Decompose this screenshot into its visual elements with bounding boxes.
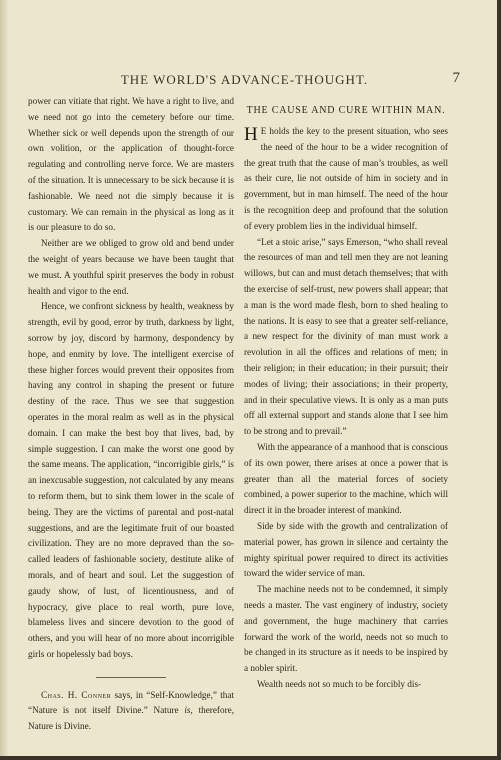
quote-emphasis: is, xyxy=(184,705,193,716)
running-header xyxy=(28,72,461,88)
drop-cap: H xyxy=(244,124,258,145)
paragraph: Hence, we confront sickness by health, weakness by strength, evil by good, error by truth, darkness by light, sorrow by joy, discord by harmony, despondency by hope, and enmity by love. The intelligent exercise of these higher forces would prevent their opposites from having any control in shaping the present or future destiny of the race. Thus we see that suggestion operates in the moral realm as well as in the physical domain. I can make the best boy that lives, bad, by simple suggestion. I can make the worst one good by the same means. The application, “incorrigible girls,” is an inexcusable suggestion, not calculated by any means to reform them, but to sink them lower in the scale of being. They are the victims of parental and post-natal suggestions, and are the legitimate fruit of our boasted civilization. They are no more depraved than the so-called leaders of fashionable society, destitute alike of morals, and of heart and soul. Let the suggestion of gaudy show, of lust, of licentiousness, and of hypocracy, give place to real worth, pure love, blameless lives and sincere devotion to the good of others, and you will hear of no more about incorrigible girls or hopelessly bad boys. xyxy=(28,301,234,659)
paragraph: “Let a stoic arise,” says Emerson, “who shall reveal the resources of man and tell men they are not leaning willows, but can and must detach themselves; that with the exercise of self-trust, new powers shall appear; that a man is the word made flesh, born to shed healing to the nations. It is easy to see that a greater self-reliance, a new respect for the divinity of man must work a revolution in all the offices and relations of men; in their religion; in their education; in their pursuit; their modes of living; their associations; in their property, and in their speculative views. It is only as a man puts off all external support and stands alone that I see him to be strong and to prevail.” xyxy=(244,236,448,437)
quote-author: Chas. H. Conner xyxy=(41,689,112,700)
section-divider xyxy=(96,677,166,678)
paragraph xyxy=(244,124,448,235)
running-title: THE WORLD'S ADVANCE-THOUGHT. xyxy=(120,72,369,87)
left-column xyxy=(28,94,234,735)
page-edge-shadow xyxy=(0,0,9,756)
paragraph: With the appearance of a manhood that is conscious of its own power, there arises at once a power that is greater than all the material forces of society combined, a power superior to the machine, which will direct it in the broader interest of mankind. xyxy=(244,441,448,516)
quote-paragraph xyxy=(28,688,234,735)
section-title: THE CAUSE AND CURE WITHIN MAN. xyxy=(246,105,446,116)
paragraph: The machine needs not to be condemned, it simply needs a master. The vast enginery of industry, society and government, the huge machinery that carries forward the work of the world, needs not so much to be changed in its structure as it needs to be inspired by a nobler spirit. xyxy=(244,584,448,674)
quote-text-end: therefore, Nature is Divine. xyxy=(28,705,235,732)
paragraph: Neither are we obliged to grow old and bend under the weight of years because we have been taught that we must. A youthful spirit preserves the body in robust health and vigor to the end. xyxy=(28,238,234,296)
page-number: 7 xyxy=(452,70,461,86)
quote-text: says, in “Self-Knowledge,” that “Nature is not itself Divine.” Nature xyxy=(28,689,235,716)
paragraph: power can vitiate that right. We have a right to live, and we need not go into the cemetery before our time. Whether sick or well depends upon the strength of our own volition, or the application of thought-force regulating and controlling nerve force. We are masters of the situation. It is unnecessary to be sick because it is fashionable. We need not die simply because it is customary. We can remain in the physical as long as it is our pleasure to do so. xyxy=(28,96,234,233)
right-column xyxy=(244,94,448,693)
paragraph: Wealth needs not so much to be forcibly dis- xyxy=(257,678,422,689)
paragraph: Side by side with the growth and centralization of material power, has grown in silence and certainty the mighty spiritual power required to direct its activities toward the wider service of man. xyxy=(244,520,448,579)
paragraph-text: E holds the key to the present situation, who sees the need of the hour to be a wider recognition of the great truth that the cause of man’s troubles, as well as their cure, lie not outside of him in society and in government, but in man himself. The need of the hour is the recognition deep and profound that the solution of every problem lies in the individual himself. xyxy=(244,126,448,231)
